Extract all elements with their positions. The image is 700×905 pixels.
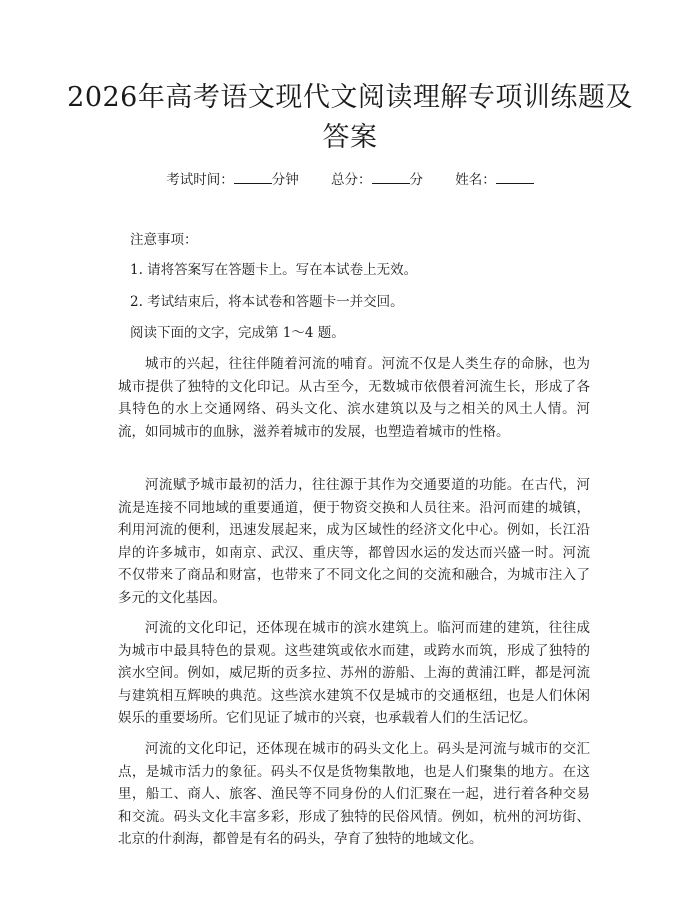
exam-time-field xyxy=(166,172,299,188)
page-title: 2026年高考语文现代文阅读理解专项训练题及答案 xyxy=(67,82,633,153)
exam-info-line xyxy=(0,170,700,190)
total-score-blank xyxy=(372,171,410,184)
notice-heading: 注意事项： xyxy=(130,232,198,248)
student-name-field xyxy=(455,172,534,188)
exam-time-blank xyxy=(234,171,272,184)
notice-item-1: 1. 请将答案写在答题卡上。写在本试卷上无效。 xyxy=(130,262,418,278)
student-name-label: 姓名： xyxy=(455,172,496,188)
total-score-field xyxy=(331,172,423,188)
notice-item-2: 2. 考试结束后，将本试卷和答题卡一并交回。 xyxy=(130,294,404,310)
exam-time-unit: 分钟 xyxy=(271,172,299,188)
student-name-blank xyxy=(496,171,534,184)
passage-paragraph-2: 河流赋予城市最初的活力，往往源于其作为交通要道的功能。在古代，河流是连接不同地域的重要通道，便于物资交换和人员往来。沿河而建的城镇，利用河流的便利，迅速发展起来，成为区域性的经济文化中心。例如，长江沿岸的许多城市，如南京、武汉、重庆等，都曾因水运的发达而兴盛一时。河流不仅带来了商品和财富，也带来了不同文化之间的交流和融合，为城市注入了多元的文化基因。 xyxy=(118,477,590,606)
total-score-unit: 分 xyxy=(409,172,423,188)
exam-time-label: 考试时间： xyxy=(166,172,234,188)
total-score-label: 总分： xyxy=(331,172,372,188)
passage-paragraph-1: 城市的兴起，往往伴随着河流的哺育。河流不仅是人类生存的命脉，也为城市提供了独特的文化印记。从古至今，无数城市依偎着河流生长，形成了各具特色的水上交通网络、码头文化、滨水建筑以及与之相关的风土人情。河流，如同城市的血脉，滋养着城市的发展，也塑造着城市的性格。 xyxy=(118,356,590,440)
passage-paragraph-3: 河流的文化印记，还体现在城市的滨水建筑上。临河而建的建筑，往往成为城市中最具特色的景观。这些建筑或依水而建，或跨水而筑，形成了独特的滨水空间。例如，威尼斯的贡多拉、苏州的游船、上海的黄浦江畔，都是河流与建筑相互辉映的典范。这些滨水建筑不仅是城市的交通枢纽，也是人们休闲娱乐的重要场所。它们见证了城市的兴衰，也承载着人们的生活记忆。 xyxy=(118,620,590,726)
reading-instruction: 阅读下面的文字，完成第 1～4 题。 xyxy=(130,325,345,341)
passage-paragraph-4: 河流的文化印记，还体现在城市的码头文化上。码头是河流与城市的交汇点，是城市活力的象征。码头不仅是货物集散地，也是人们聚集的地方。在这里，船工、商人、旅客、渔民等不同身份的人们汇聚在一起，进行着各种交易和交流。码头文化丰富多彩，形成了独特的民俗风情。例如，杭州的河坊街、北京的什刹海，都曾是有名的码头，孕育了独特的地域文化。 xyxy=(118,741,590,847)
